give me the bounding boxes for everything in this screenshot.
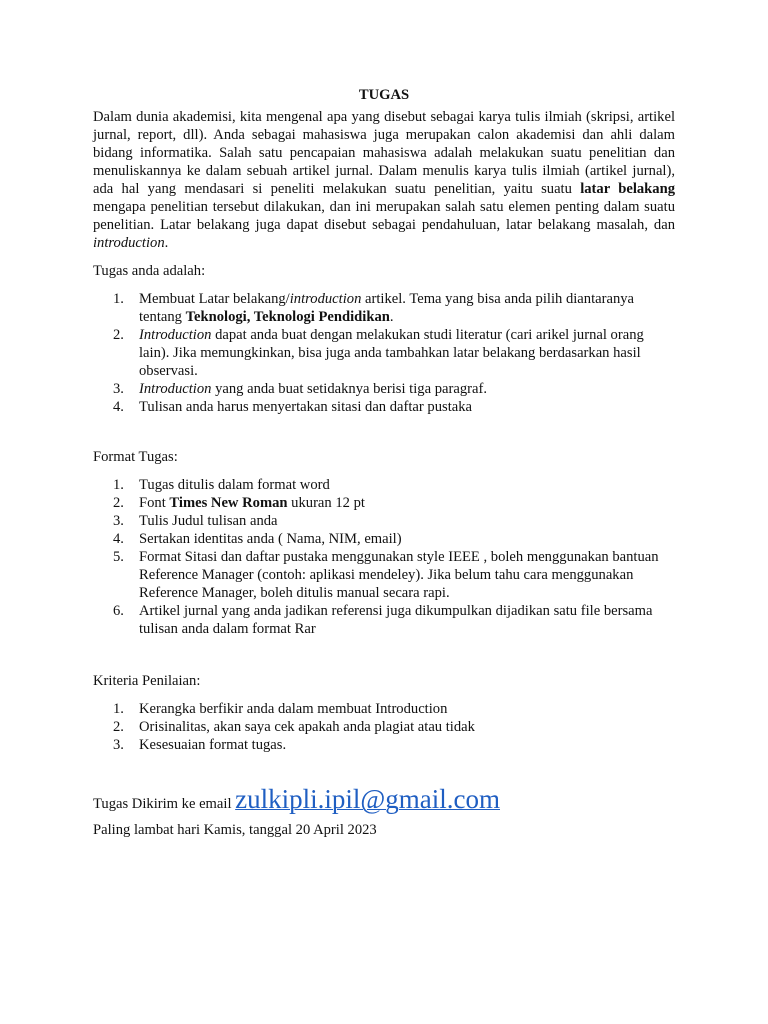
item-text: Tulis Judul tulisan anda [139, 513, 278, 529]
list-number: 3. [113, 737, 124, 753]
submission-line [93, 784, 675, 814]
list-number: 4. [113, 399, 124, 415]
item-text: artikel. Tema yang bisa anda pilih diantaranya tentang [139, 291, 635, 325]
intro-italic-text: introduction [93, 235, 165, 251]
intro-text: Dalam dunia akademisi, kita mengenal apa yang disebut sebagai karya tulis ilmiah (skripsi, artikel jurnal, report, dll). Anda sebagai mahasiswa juga merupakan calon akademisi dan ahli dalam bidang informatika. Salah satu pencapaian mahasiswa adalah melakukan suatu penelitian dan menuliskannya ke dalam sebuah artikel jurnal. Dalam menulis karya tulis ilmiah (artikel jurnal), ada hal yang mendasari si peneliti melakukan suatu penelitian, yaitu suatu [93, 109, 675, 197]
format-list [93, 476, 675, 638]
list-item [93, 290, 675, 326]
list-item [93, 326, 675, 380]
intro-bold-text: latar belakang [580, 181, 675, 197]
item-text: Membuat Latar belakang/ [139, 291, 290, 307]
list-item [93, 602, 675, 638]
list-item [93, 512, 675, 530]
intro-text-end: . [164, 235, 169, 251]
list-number: 5. [113, 549, 124, 565]
item-bold: Teknologi, Teknologi Pendidikan [185, 309, 390, 325]
item-text: Tugas ditulis dalam format word [139, 477, 330, 493]
item-italic: Introduction [139, 381, 212, 397]
item-text: dapat anda buat dengan melakukan studi literatur (cari arikel jurnal orang lain). Jika memungkinkan, bisa juga anda tambahkan latar belakang berdasarkan hasil observasi. [139, 327, 644, 379]
list-item [93, 476, 675, 494]
tugas-label: Tugas anda adalah: [93, 263, 206, 279]
kriteria-list [93, 700, 675, 754]
item-text: Kerangka berfikir anda dalam membuat Introduction [139, 701, 448, 717]
item-text: Format Sitasi dan daftar pustaka menggunakan style IEEE , boleh menggunakan bantuan Reference Manager (contoh: aplikasi mendeley). Jika belum tahu cara menggunakan Reference Manager, boleh ditulis manual secara rapi. [139, 549, 659, 601]
list-number: 4. [113, 531, 124, 547]
item-text: Kesesuaian format tugas. [139, 737, 287, 753]
list-number: 2. [113, 719, 124, 735]
item-text: yang anda buat setidaknya berisi tiga paragraf. [211, 381, 487, 397]
item-text: Orisinalitas, akan saya cek apakah anda plagiat atau tidak [139, 719, 475, 735]
item-text: Tulisan anda harus menyertakan sitasi dan daftar pustaka [139, 399, 472, 415]
list-number: 6. [113, 603, 124, 619]
tugas-list [93, 290, 675, 416]
list-item [93, 530, 675, 548]
kriteria-label: Kriteria Penilaian: [93, 673, 201, 689]
list-item [93, 736, 675, 754]
list-item [93, 700, 675, 718]
document-title: TUGAS [358, 87, 410, 103]
list-number: 2. [113, 495, 124, 511]
email-link[interactable]: zulkipli.ipil@gmail.com [235, 784, 500, 814]
list-number: 1. [113, 477, 124, 493]
item-text: ukuran 12 pt [287, 495, 365, 511]
item-text: Font [139, 495, 170, 511]
list-number: 2. [113, 327, 124, 343]
item-italic: introduction [289, 291, 362, 307]
list-item [93, 494, 675, 512]
list-item [93, 718, 675, 736]
document-content [93, 86, 675, 839]
list-item [93, 398, 675, 416]
deadline-text: Paling lambat hari Kamis, tanggal 20 April 2023 [93, 822, 377, 838]
list-number: 3. [113, 513, 124, 529]
list-number: 3. [113, 381, 124, 397]
item-text: Artikel jurnal yang anda jadikan referensi juga dikumpulkan dijadikan satu file bersama tulisan anda dalam format Rar [139, 603, 653, 637]
item-text: . [389, 309, 394, 325]
list-item [93, 548, 675, 602]
format-label: Format Tugas: [93, 449, 178, 465]
item-text: Sertakan identitas anda ( Nama, NIM, email) [139, 531, 402, 547]
list-item [93, 380, 675, 398]
list-number: 1. [113, 701, 124, 717]
submission-prefix: Tugas Dikirim ke email [93, 796, 236, 812]
list-number: 1. [113, 291, 124, 307]
item-bold: Times New Roman [169, 495, 288, 511]
item-italic: Introduction [139, 327, 212, 343]
intro-paragraph [93, 108, 675, 252]
intro-text-rest: mengapa penelitian tersebut dilakukan, dan ini merupakan salah satu elemen penting dalam suatu penelitian. Latar belakang juga dapat disebut sebagai pendahuluan, latar belakang masalah, dan [93, 199, 675, 233]
